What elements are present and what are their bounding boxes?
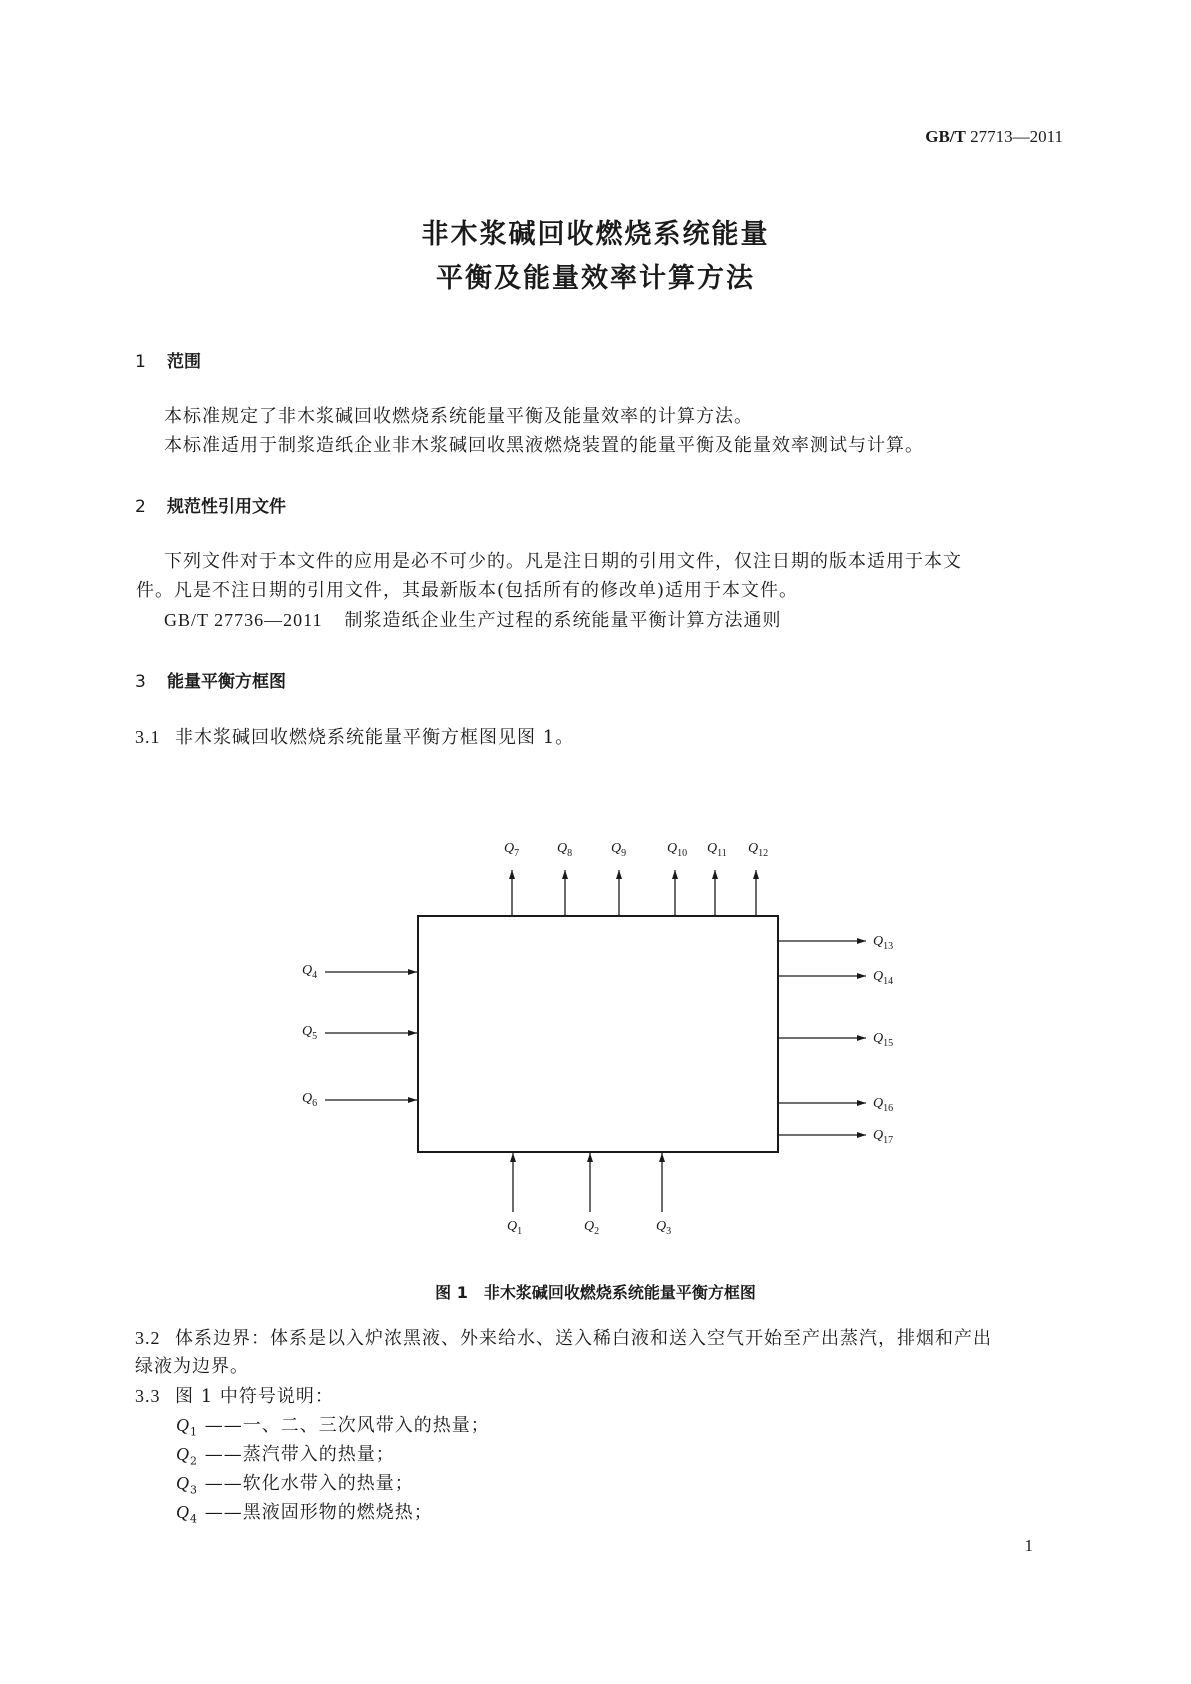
clause-3-3-number: 3.3 — [135, 1386, 161, 1406]
flow-label-right: $Q_{13}$ — [873, 934, 894, 952]
section-3-title: 能量平衡方框图 — [167, 672, 286, 692]
system-boundary-box — [418, 916, 778, 1152]
section-1-number: 1 — [135, 352, 146, 372]
clause-3-2-text-line-2: 绿液为边界。 — [135, 1356, 249, 1377]
symbol-letter: Q — [176, 1473, 190, 1493]
reference-title: 制浆造纸企业生产过程的系统能量平衡计算方法通则 — [344, 610, 782, 631]
symbol-description: ——软化水带入的热量； — [204, 1473, 414, 1494]
flow-label-right: $Q_{16}$ — [873, 1096, 894, 1114]
standard-code-prefix: GB/T — [925, 127, 966, 146]
symbol-subscript: 3 — [190, 1483, 198, 1497]
flow-label-left: $Q_4$ — [302, 963, 318, 981]
section-1-paragraph-2: 本标准适用于制浆造纸企业非木浆碱回收黑液燃烧装置的能量平衡及能量效率测试与计算。 — [164, 435, 924, 456]
symbol-item — [176, 1411, 490, 1439]
flow-label-bottom: $Q_2$ — [584, 1219, 600, 1237]
flow-label-bottom: $Q_3$ — [656, 1219, 672, 1237]
symbol-subscript: 2 — [190, 1454, 198, 1468]
flow-label-left: $Q_5$ — [302, 1024, 318, 1042]
symbol-subscript: 1 — [190, 1425, 198, 1439]
clause-3-3 — [135, 1382, 334, 1411]
clause-3-3-text: 图 1 中符号说明： — [175, 1386, 334, 1407]
flow-label-left: $Q_6$ — [302, 1091, 318, 1109]
flow-label-top: $Q_{10}$ — [667, 841, 688, 859]
flow-label-top: $Q_{12}$ — [748, 841, 769, 859]
symbol-letter: Q — [176, 1444, 190, 1464]
section-2-title: 规范性引用文件 — [167, 497, 286, 517]
clause-3-1-text: 非木浆碱回收燃烧系统能量平衡方框图见图 1。 — [175, 727, 575, 748]
symbol-description: ——蒸汽带入的热量； — [204, 1444, 395, 1465]
flow-label-right: $Q_{14}$ — [873, 969, 894, 987]
flow-label-right: $Q_{15}$ — [873, 1031, 894, 1049]
standard-code-number: 27713—2011 — [970, 127, 1063, 146]
section-2-number: 2 — [135, 497, 146, 517]
section-2-paragraph-line-2: 件。凡是不注日期的引用文件，其最新版本(包括所有的修改单)适用于本文件。 — [136, 580, 799, 601]
flow-label-top: $Q_7$ — [504, 841, 520, 859]
section-1-title: 范围 — [167, 352, 201, 372]
flow-label-top: $Q_8$ — [557, 841, 573, 859]
flow-label-top: $Q_{11}$ — [707, 841, 727, 859]
flow-label-right: $Q_{17}$ — [873, 1128, 894, 1146]
figure-1-caption: 图 1 非木浆碱回收燃烧系统能量平衡方框图 — [435, 1283, 756, 1302]
section-1-paragraph-1: 本标准规定了非木浆碱回收燃烧系统能量平衡及能量效率的计算方法。 — [164, 406, 753, 427]
symbol-subscript: 4 — [190, 1512, 198, 1526]
symbol-item — [176, 1469, 414, 1497]
symbol-letter: Q — [176, 1415, 190, 1435]
title-line-1: 非木浆碱回收燃烧系统能量 — [421, 219, 770, 250]
clause-3-2-text-line-1: 体系边界：体系是以入炉浓黑液、外来给水、送入稀白液和送入空气开始至产出蒸汽，排烟和产出 — [175, 1328, 992, 1349]
clause-3-1-number: 3.1 — [135, 727, 161, 747]
reference-code: GB/T 27736—2011 — [164, 610, 323, 630]
clause-3-2-number: 3.2 — [135, 1328, 161, 1348]
symbol-description: ——黑液固形物的燃烧热； — [204, 1502, 433, 1523]
title-line-2: 平衡及能量效率计算方法 — [436, 263, 755, 294]
section-2-paragraph-line-1: 下列文件对于本文件的应用是必不可少的。凡是注日期的引用文件，仅注日期的版本适用于本文 — [164, 551, 962, 572]
symbol-item — [176, 1498, 433, 1526]
flow-label-top: $Q_9$ — [611, 841, 627, 859]
section-3-number: 3 — [135, 672, 146, 692]
symbol-item — [176, 1440, 395, 1468]
symbol-description: ——一、二、三次风带入的热量； — [204, 1415, 490, 1436]
clause-3-2 — [135, 1324, 992, 1353]
page-number: 1 — [1024, 1536, 1033, 1555]
flow-label-bottom: $Q_1$ — [507, 1219, 523, 1237]
symbol-letter: Q — [176, 1502, 190, 1522]
